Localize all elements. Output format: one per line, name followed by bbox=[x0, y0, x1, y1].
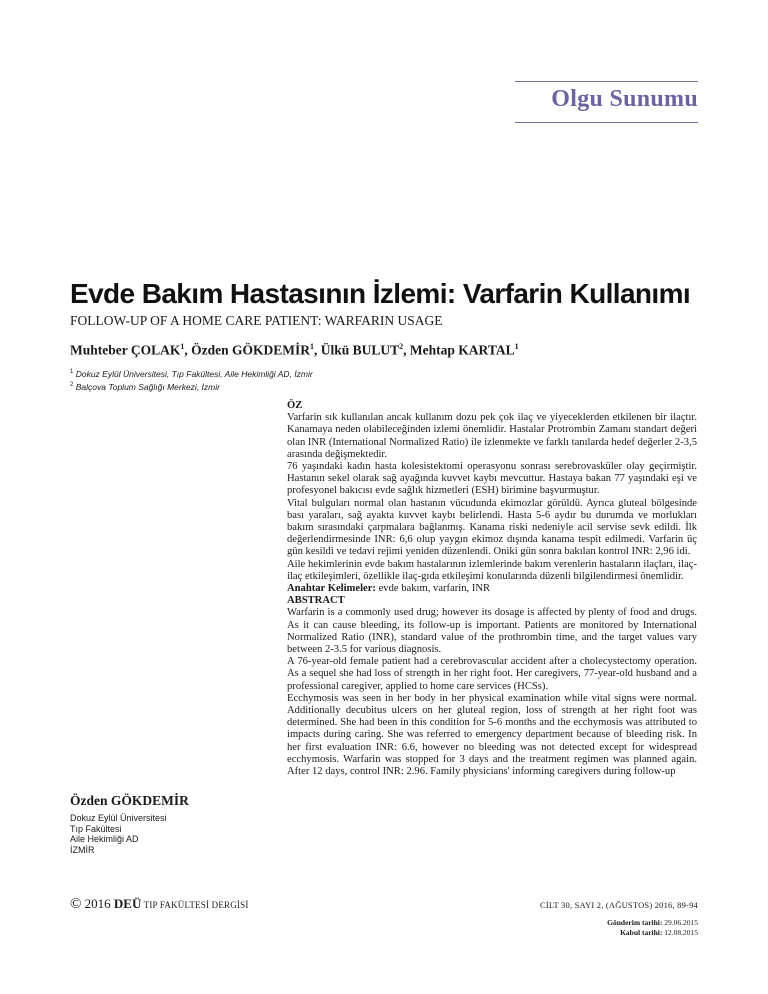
copyright-year: 2016 bbox=[81, 896, 114, 911]
submission-dates bbox=[520, 918, 698, 937]
author-affiliation-marker: 2 bbox=[399, 342, 404, 351]
correspondence-line: İZMİR bbox=[70, 844, 95, 855]
affiliation-line: $^1$ Dokuz Eylül Üniversitesi, Tıp Fakültesi, Aile Hekimliği AD, İzmir bbox=[70, 368, 313, 379]
abstract-block bbox=[287, 400, 697, 778]
author-affiliation-marker: 1 bbox=[310, 342, 315, 351]
abstract-paragraph: Ecchymosis was seen in her body in her physical examination while vital signs were normal. Additionally decubitus ulcers on her gluteal region, loss of strength at her right foot was determined. She had been in this condition for 5-6 months and the ecchymosis was attributed to impacts during caring. She was referred to emergency department because of bleeding risk. In her first evaluation INR: 6.6, however no bleeding was not detected except for widespread ecchymosis. Warfarin was stopped for 3 days and the treatment regimen was planned again. After 12 days, control INR: 2.96. Family physicians' informing caregivers during follow-up bbox=[287, 692, 697, 778]
oz-paragraph: Vital bulguları normal olan hastanın vücudunda ekimozlar görüldü. Ayrıca gluteal bölgesinde bası yaraları, sağ ayakta kuvvet kaybı belirlendi. Hasta 5-6 aydır bu durumda ve morlukları bakım sırasındaki çarpmalara bağlanmış. Kanama riski nedeniyle acil servise sevk edildi. İlk değerlendirmesinde INR: 6,6 olup yaygın ekimoz dışında kanama tespit edilmedi. Varfarin üç gün kesildi ve tedavi rejimi yeniden düzenlendi. Oniki gün sonra bakılan kontrol INR: 2,96 idi. bbox=[287, 497, 697, 558]
abstract-paragraph: A 76-year-old female patient had a cerebrovascular accident after a cholecystectomy operation. As a sequel she had loss of strength in her right foot. Her caregivers, 77-year-old husband and a professional caregiver, applied to home care services (HCSs). bbox=[287, 656, 697, 692]
oz-paragraph: Aile hekimlerinin evde bakım hastalarının izlemlerinde bakım verenlerin hastaların ilaçları, ilaç-ilaç etkileşimleri, özellikle ilaç-gıda etkileşimi konularında düzenli bilgilendirmesi önemlidir. bbox=[287, 558, 697, 582]
journal-abbrev: DEÜ bbox=[113, 896, 142, 911]
section-label: Olgu Sunumu bbox=[551, 86, 698, 112]
correspondence-name: Özden GÖKDEMİR bbox=[70, 793, 189, 808]
copyright-icon: © bbox=[70, 896, 82, 912]
keywords-line bbox=[287, 583, 697, 595]
author-separator: , bbox=[403, 342, 410, 358]
correspondence-line: Dokuz Eylül Üniversitesi bbox=[70, 813, 167, 823]
accepted-date-line: Kabul tarihi: 12.08.2015 bbox=[620, 927, 698, 937]
keywords-text: evde bakım, varfarin, INR bbox=[375, 583, 491, 595]
correspondence-line: Tıp Fakültesi bbox=[70, 823, 122, 834]
author-list bbox=[70, 342, 519, 359]
author-name: Muhteber ÇOLAK bbox=[70, 342, 181, 358]
copyright-line bbox=[70, 896, 249, 913]
oz-paragraph: Varfarin sık kullanılan ancak kullanım dozu pek çok ilaç ve yiyeceklerden etkilenen bir ilaçtır. Kanamaya neden olabileceğinden izlemi önemlidir. Hastalar Protrombin Zamanı standart değeri olan INR (International Normalized Ratio) ile izlenmekte ve farklı tanılarda hedef değerler 2-3,5 arasında değişmektedir. bbox=[287, 412, 697, 460]
author-separator: , bbox=[184, 342, 192, 358]
submitted-date-line: Gönderim tarihi: 29.06.2015 bbox=[607, 918, 698, 927]
affiliation-line: $^2$ Balçova Toplum Sağlığı Merkezi, İzmir bbox=[70, 381, 220, 392]
affiliations bbox=[70, 367, 313, 393]
article-title: Evde Bakım Hastasının İzlemi: Varfarin Kullanımı bbox=[70, 278, 691, 309]
author-name: Mehtap KARTAL bbox=[409, 342, 515, 358]
journal-name: TIP FAKÜLTESİ DERGİSİ bbox=[141, 900, 249, 910]
section-rule-bottom bbox=[515, 122, 698, 123]
author-name: Ülkü BULUT bbox=[320, 342, 400, 358]
section-rule-top bbox=[515, 81, 698, 82]
article-subtitle: FOLLOW-UP OF A HOME CARE PATIENT: WARFARIN USAGE bbox=[70, 313, 443, 328]
author-separator: , bbox=[314, 342, 321, 358]
oz-heading: ÖZ bbox=[287, 400, 303, 411]
abstract-heading: ABSTRACT bbox=[287, 595, 345, 607]
keywords-label: Anahtar Kelimeler: bbox=[287, 583, 376, 595]
author-name: Özden GÖKDEMİR bbox=[191, 342, 311, 358]
correspondence-line: Aile Hekimliği AD bbox=[70, 834, 139, 844]
issue-info: CİLT 30, SAYI 2, (AĞUSTOS) 2016, 89-94 bbox=[539, 900, 698, 910]
correspondence-block bbox=[70, 793, 189, 855]
author-affiliation-marker: 1 bbox=[180, 342, 185, 351]
oz-paragraph: 76 yaşındaki kadın hasta kolesistektomi operasyonu sonrası serebrovasküler olay geçirmiştir. Hastanın sekel olarak sağ ayağında kuvvet kaybı mevcuttur. Hastaya bakan 77 yaşındaki eşi ve profesyonel bakıcısı evde sağlık hizmetleri (ESH) birimine başvurmuştur. bbox=[287, 461, 697, 497]
abstract-paragraph: Warfarin is a commonly used drug; however its dosage is affected by plenty of food and drugs. As it can cause bleeding, its follow-up is important. Patients are monitored by International Normalized Ratio (INR), standard value of the prothrombin time, and the target values vary between 2-3.5 for various diagnosis. bbox=[287, 607, 697, 656]
author-affiliation-marker: 1 bbox=[514, 342, 519, 351]
